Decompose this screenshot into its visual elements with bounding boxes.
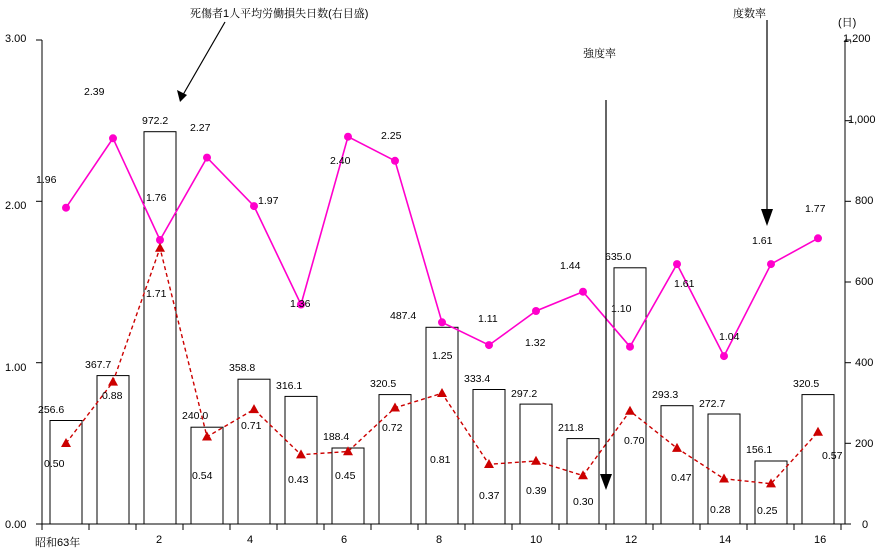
x-tick-label-8: 16 bbox=[814, 534, 827, 546]
frequency-label-14: 1.04 bbox=[719, 331, 740, 343]
severity-label-1: 0.88 bbox=[102, 390, 123, 402]
frequency-label-1: 2.39 bbox=[84, 86, 105, 98]
bar-label-7: 320.5 bbox=[370, 378, 397, 390]
left-axis-tick-1: 1.00 bbox=[5, 362, 27, 374]
frequency-label-5: 1.36 bbox=[290, 298, 311, 310]
x-tick-label-5: 10 bbox=[530, 534, 543, 546]
severity-label-9: 0.37 bbox=[479, 490, 500, 502]
right-axis-unit: (日) bbox=[838, 17, 857, 29]
x-tick-label-1: 2 bbox=[156, 534, 163, 546]
frequency-label-15: 1.61 bbox=[752, 235, 773, 247]
right-axis-tick-0: 0 bbox=[862, 519, 869, 531]
severity-label-5: 0.43 bbox=[288, 474, 309, 486]
frequency-label-16: 1.77 bbox=[805, 203, 826, 215]
severity-label-3: 0.54 bbox=[192, 470, 213, 482]
right-axis-tick-5: 1,000 bbox=[848, 114, 876, 126]
bar-label-0: 256.6 bbox=[38, 404, 65, 416]
bar-label-3: 240.0 bbox=[182, 410, 209, 422]
frequency-label-8: 1.25 bbox=[432, 350, 453, 362]
severity-label-8: 0.81 bbox=[430, 454, 451, 466]
frequency-label-11: 1.44 bbox=[560, 260, 581, 272]
severity-label-4: 0.71 bbox=[241, 420, 262, 432]
x-tick-label-3: 6 bbox=[341, 534, 348, 546]
severity-label-12: 0.70 bbox=[624, 435, 645, 447]
x-tick-label-4: 8 bbox=[436, 534, 443, 546]
frequency-label-10: 1.32 bbox=[525, 337, 546, 349]
left-axis-tick-0: 0.00 bbox=[5, 519, 27, 531]
bar-label-9: 333.4 bbox=[464, 373, 491, 385]
bar-label-1: 367.7 bbox=[85, 359, 112, 371]
right-axis-tick-2: 400 bbox=[855, 357, 874, 369]
severity-rate-annotation: 強度率 bbox=[583, 48, 616, 60]
frequency-label-3: 2.27 bbox=[190, 122, 211, 134]
severity-label-0: 0.50 bbox=[44, 458, 65, 470]
bar-label-11: 211.8 bbox=[558, 422, 584, 434]
frequency-label-13: 1.61 bbox=[674, 278, 695, 290]
right-axis-tick-6: 1,200 bbox=[843, 33, 871, 45]
x-tick-label-2: 4 bbox=[247, 534, 254, 546]
frequency-label-7: 2.25 bbox=[381, 130, 402, 142]
severity-label-6: 0.45 bbox=[335, 470, 356, 482]
bar-1990 bbox=[144, 132, 176, 524]
bar-label-4: 358.8 bbox=[229, 362, 256, 374]
loss-days-annotation: 死傷者1人平均労働損失日数(右目盛) bbox=[190, 8, 369, 20]
frequency-label-12: 1.10 bbox=[611, 303, 632, 315]
right-axis-tick-3: 600 bbox=[855, 276, 874, 288]
bar-1993 bbox=[285, 396, 317, 524]
frequency-rate-annotation: 度数率 bbox=[733, 8, 766, 20]
frequency-label-9: 1.11 bbox=[478, 313, 498, 325]
bar-1997 bbox=[473, 390, 505, 525]
bar-label-2: 972.2 bbox=[142, 115, 169, 127]
bar-label-12: 635.0 bbox=[605, 251, 632, 263]
left-axis-tick-3: 3.00 bbox=[5, 33, 27, 45]
bar-label-16: 320.5 bbox=[793, 378, 820, 390]
frequency-label-6: 2.40 bbox=[330, 155, 351, 167]
x-tick-label-6: 12 bbox=[625, 534, 638, 546]
frequency-label-2: 1.76 bbox=[146, 192, 167, 204]
bar-1995 bbox=[379, 395, 411, 524]
x-tick-label-0: 昭和63年 bbox=[35, 537, 81, 548]
bar-1992 bbox=[238, 379, 270, 524]
bar-2001 bbox=[661, 406, 693, 524]
bar-1988 bbox=[50, 421, 82, 525]
severity-label-14: 0.28 bbox=[710, 504, 731, 516]
severity-label-10: 0.39 bbox=[526, 485, 547, 497]
bar-label-13: 293.3 bbox=[652, 389, 679, 401]
severity-label-7: 0.72 bbox=[382, 422, 403, 434]
bar-1999 bbox=[567, 439, 599, 524]
right-axis-tick-1: 200 bbox=[855, 438, 874, 450]
severity-label-15: 0.25 bbox=[757, 505, 778, 517]
frequency-label-4: 1.97 bbox=[258, 195, 279, 207]
bar-label-15: 156.1 bbox=[746, 444, 773, 456]
bar-label-8: 487.4 bbox=[390, 310, 417, 322]
severity-label-13: 0.47 bbox=[671, 472, 692, 484]
severity-label-16: 0.57 bbox=[822, 450, 843, 462]
severity-label-11: 0.30 bbox=[573, 496, 594, 508]
frequency-label-0: 1.96 bbox=[36, 174, 57, 186]
bar-label-6: 188.4 bbox=[323, 431, 350, 443]
bar-1994 bbox=[332, 448, 364, 524]
left-axis-tick-2: 2.00 bbox=[5, 200, 27, 212]
right-axis-tick-4: 800 bbox=[855, 195, 874, 207]
severity-label-2: 1.71 bbox=[146, 288, 167, 300]
x-tick-label-7: 14 bbox=[719, 534, 732, 546]
bar-label-5: 316.1 bbox=[276, 380, 303, 392]
bar-label-10: 297.2 bbox=[511, 388, 538, 400]
bar-label-14: 272.7 bbox=[699, 398, 726, 410]
